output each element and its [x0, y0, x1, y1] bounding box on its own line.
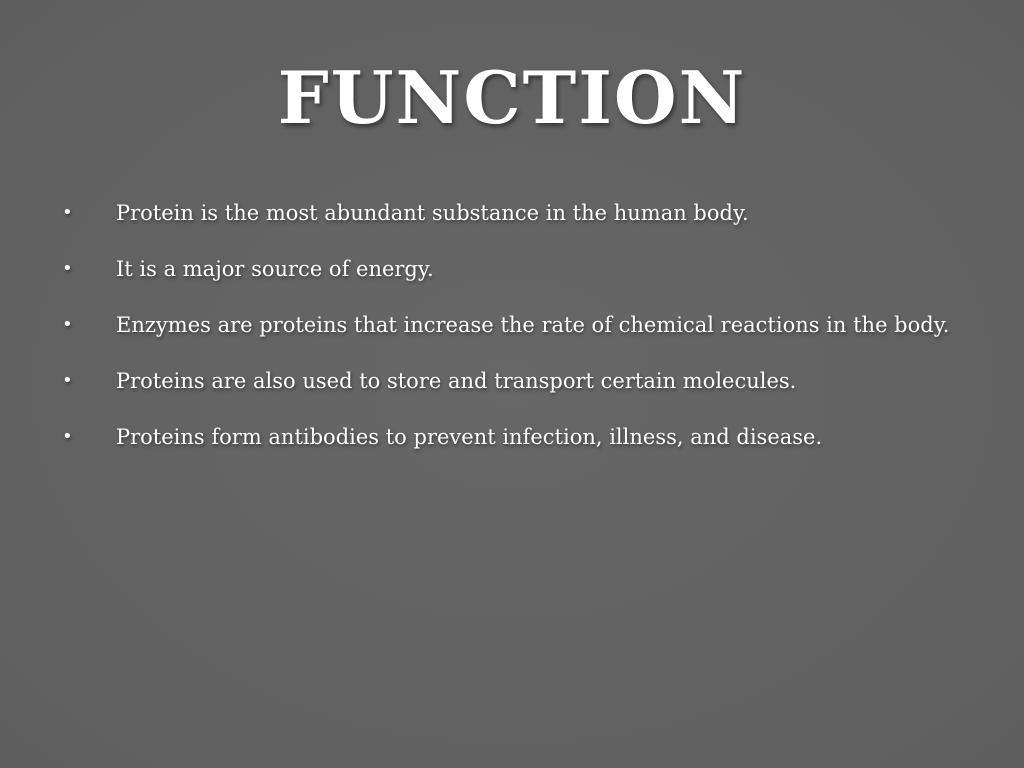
bullet-dot-icon: • [62, 202, 73, 223]
bullet-text: It is a major source of energy. [116, 257, 434, 281]
bullet-text: Proteins form antibodies to prevent infection, illness, and disease. [116, 425, 823, 449]
bullet-item [62, 196, 1012, 252]
bullet-list [62, 196, 1012, 476]
bullet-item [62, 252, 1012, 308]
bullet-dot-icon: • [62, 426, 73, 447]
bullet-item [62, 308, 1012, 364]
slide-title: FUNCTION [277, 55, 747, 140]
bullet-text: Protein is the most abundant substance in the human body. [116, 201, 749, 225]
bullet-item [62, 364, 1012, 420]
bullet-dot-icon: • [62, 258, 73, 279]
bullet-dot-icon: • [62, 314, 73, 335]
bullet-text: Proteins are also used to store and transport certain molecules. [116, 369, 797, 393]
bullet-text: Enzymes are proteins that increase the rate of chemical reactions in the body. [116, 313, 950, 337]
bullet-item [62, 420, 1012, 476]
bullet-dot-icon: • [62, 370, 73, 391]
